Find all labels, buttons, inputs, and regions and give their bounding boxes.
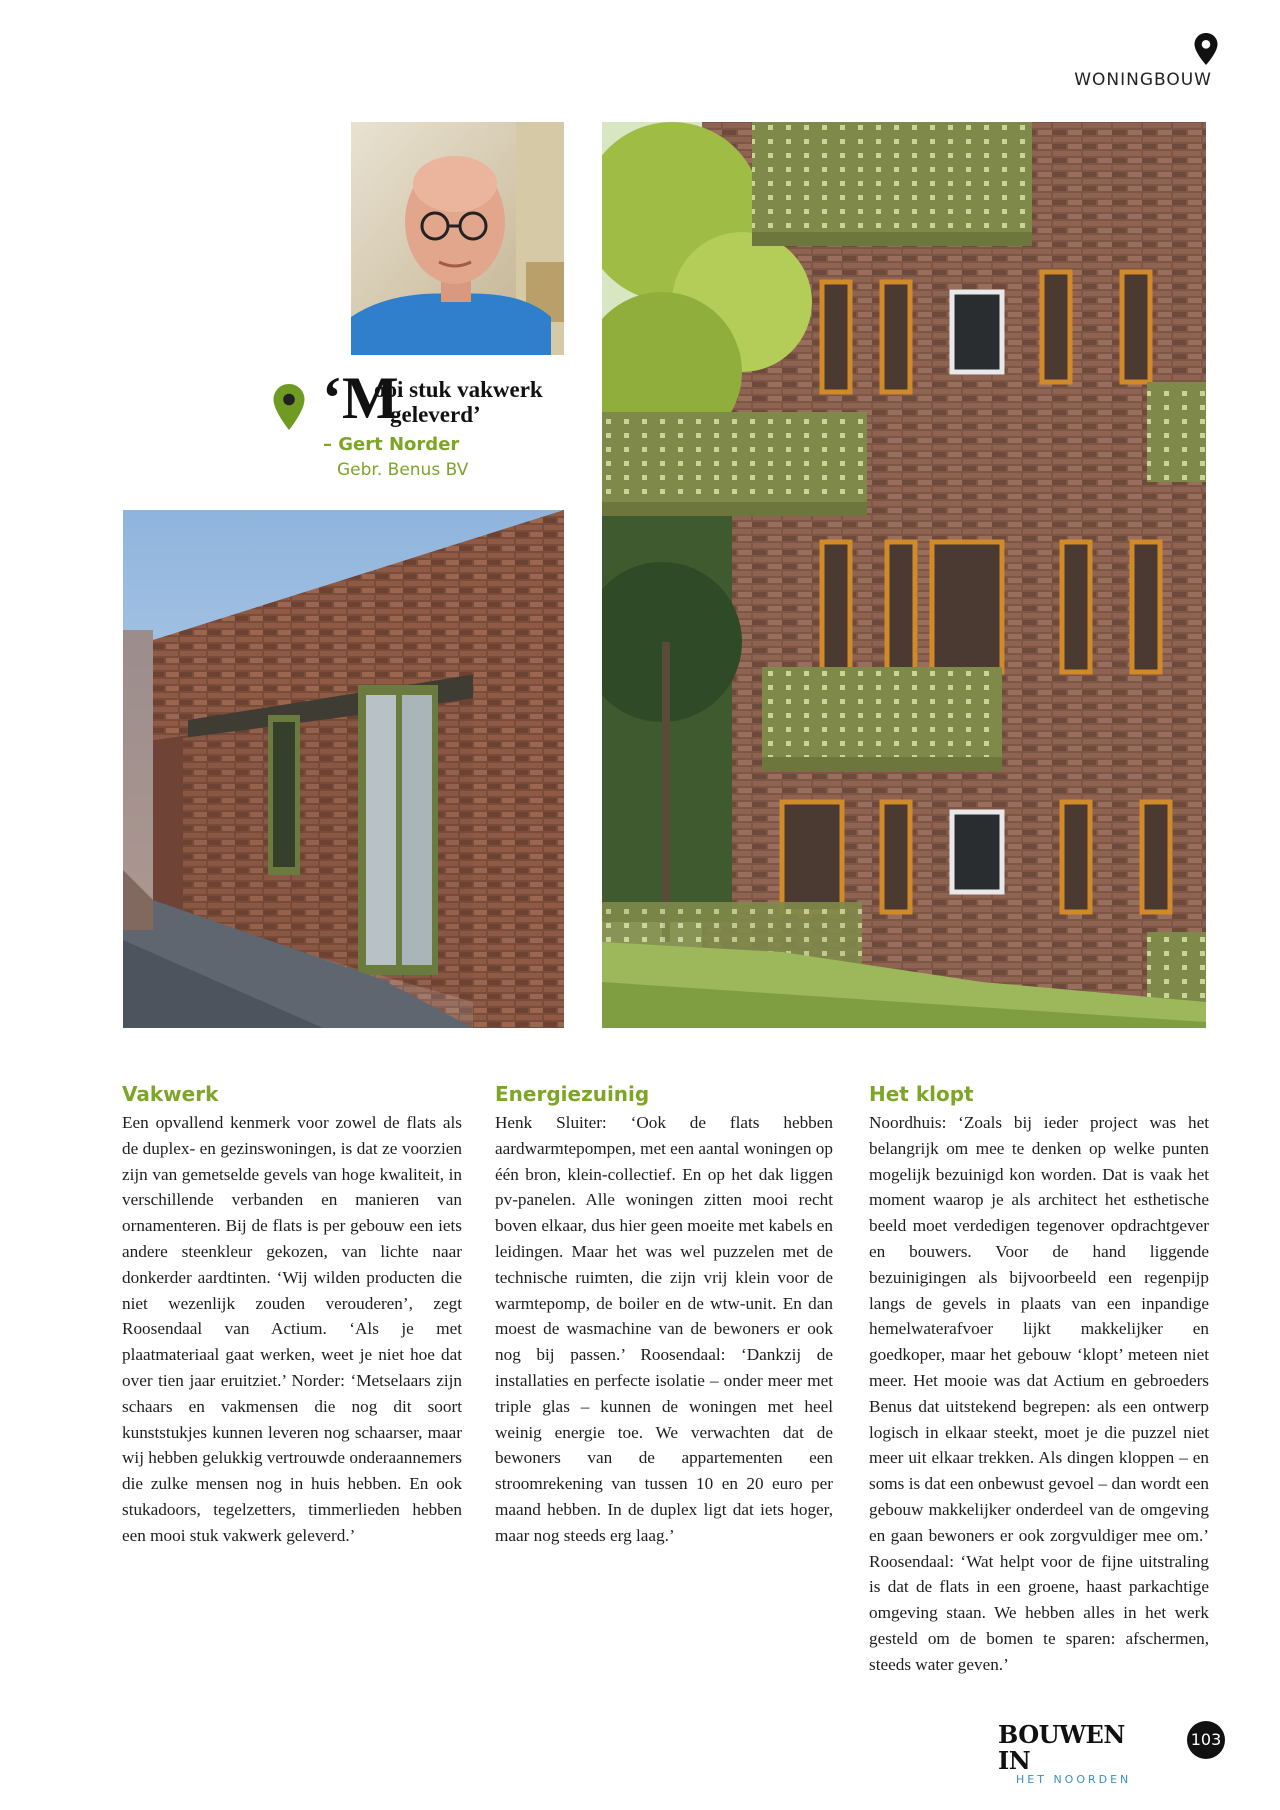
photo-house-entrance: [123, 510, 564, 1028]
quote-author: – Gert Norder: [323, 434, 460, 455]
heading-het-klopt: Het klopt: [869, 1082, 974, 1106]
body-vakwerk: Een opvallend kenmerk voor zowel de flats als de duplex- en gezinswoningen, is dat ze voorzien zijn van gemetselde gevels van hoge kwaliteit, in verschillende verbanden en manieren van ornamenteren. Bij de flats is per gebouw een iets andere steenkleur gekozen, van lichte naar donkerder aardtinten. ‘Wij wilden producten die niet wezenlijk zouden verouderen’, zegt Roosendaal van Actium. ‘Als je met plaatmateriaal gaat werken, weet je niet hoe dat over tien jaar eruitziet.’ Norder: ‘Metselaars zijn schaars en vakmensen die nog dit soort kunststukjes kunnen leveren nog schaarser, maar wij hebben gelukkig vertrouwde onderaannemers die zulke mensen nog in huis hebben. En ook stukadoors, tegelzetters, timmerlieden hebben een mooi stuk vakwerk geleverd.’: [122, 1113, 462, 1545]
quote-text-line2: geleverd’: [390, 402, 481, 427]
section-label: WONINGBOUW: [1074, 70, 1212, 90]
location-pin-icon: [1193, 32, 1219, 66]
magazine-logo: [998, 1720, 1150, 1786]
logo-sub-text: HET NOORDEN: [1016, 1773, 1132, 1786]
column-vakwerk: [122, 1082, 462, 1549]
column-energiezuinig: [495, 1082, 833, 1549]
quote-text-line1: ooi stuk vakwerk: [374, 377, 543, 402]
logo-main-text: BOUWEN IN: [998, 1720, 1125, 1775]
body-energiezuinig: Henk Sluiter: ‘Ook de flats hebben aardwarmtepompen, met een aantal woningen op één bron, klein-collectief. En op het dak liggen pv-panelen. Alle woningen zitten mooi recht boven elkaar, dus hier geen moeite met kabels en leidingen. Maar het was wel puzzelen met de technische ruimten, die zijn vrij klein voor de warmtepomp, de boiler en de wtw-unit. En dan moest de wasmachine van de bewoners er ook nog bij passen.’ Roosendaal: ‘Dankzij de installaties en perfecte isolatie – onder meer met triple glas – kunnen de woningen met heel weinig energie toe. We verwachten dat de bewoners van de appartementen een stroomrekening van tussen 10 en 20 euro per maand hebben. In de duplex ligt dat iets hoger, maar nog steeds erg laag.’: [495, 1113, 833, 1545]
photo-apartment-building: [602, 122, 1206, 1028]
column-het-klopt: [869, 1082, 1209, 1678]
body-het-klopt: Noordhuis: ‘Zoals bij ieder project was het belangrijk om mee te denken op welke punten mogelijk bezuinigd kon worden. Dat is vaak het moment waarop je als architect het esthetische beeld moet verdedigen tegenover opdrachtgever en bouwers. Voor de hand liggende bezuinigingen als bijvoorbeeld een regenpijp langs de gevels in plaats van een inpandige hemelwaterafvoer lijkt makkelijker en goedkoper, maar het gebouw ‘klopt’ meteen niet meer. Het mooie was dat Actium en gebroeders Benus dat uitstekend begrepen: als een ontwerp logisch in elkaar steekt, moet je die puzzel niet meer uit elkaar trekken. Als dingen kloppen – en soms is dat een onbewust gevoel – dan wordt een gebouw makkelijker onderdeel van de omgeving en gaan bewoners er ook zorgvuldiger mee om.’ Roosendaal: ‘Wat helpt voor de fijne uitstraling is dat de flats in een groene, haast parkachtige omgeving staan. We hebben alles in het werk gesteld om de bomen te sparen: afschermen, steeds water geven.’: [869, 1113, 1209, 1674]
quote-initial: ‘M: [322, 365, 399, 431]
heading-vakwerk: Vakwerk: [122, 1082, 219, 1106]
page-number: 103: [1187, 1721, 1225, 1759]
quote-company: Gebr. Benus BV: [337, 460, 469, 480]
heading-energiezuinig: Energiezuinig: [495, 1082, 650, 1106]
portrait-photo: [351, 122, 564, 355]
location-pin-icon: [272, 383, 306, 431]
